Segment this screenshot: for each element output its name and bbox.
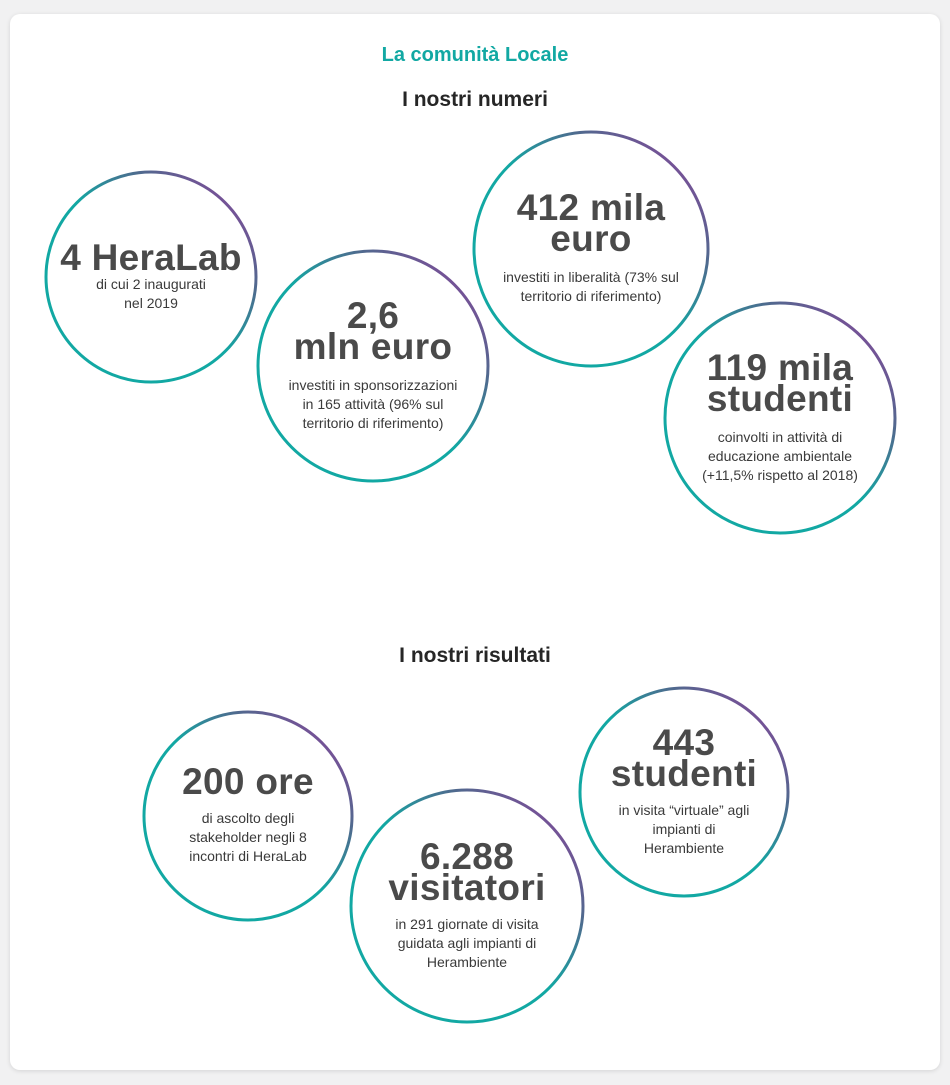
stat-students-env (665, 303, 895, 533)
stat-heralab (46, 172, 256, 382)
stat-value: 2,6 mln euro (293, 294, 453, 367)
result-listening-hours (144, 712, 352, 920)
stat-description: di cui 2 inaugurati nel 2019 (96, 275, 206, 311)
result-value: 443 studenti (610, 721, 758, 794)
result-value: 200 ore (182, 761, 314, 802)
stat-value: 4 HeraLab (60, 236, 242, 278)
numbers-heading: I nostri numeri (402, 88, 548, 111)
result-description: in 291 giornate di visita guidata agli impianti di Herambiente (395, 915, 539, 970)
stat-description: investiti in liberalità (73% sul territorio di riferimento) (503, 269, 679, 304)
stat-description: investiti in sponsorizzazioni in 165 attività (96% sul territorio di riferimento) (288, 376, 458, 431)
stat-value: 119 mila studenti (706, 346, 854, 419)
results-heading: I nostri risultati (399, 644, 551, 667)
result-virtual-students (580, 688, 788, 896)
stat-value: 412 mila euro (516, 187, 666, 259)
result-description: in visita “virtuale” agli impianti di Herambiente (618, 801, 750, 856)
result-value: 6.288 visitatori (388, 835, 546, 908)
result-description: di ascolto degli stakeholder negli 8 incontri di HeraLab (189, 810, 307, 864)
stat-sponsorship (258, 251, 488, 481)
stat-description: coinvolti in attività di educazione ambientale (+11,5% rispetto al 2018) (702, 428, 858, 483)
result-visitors (351, 790, 583, 1022)
section-title: La comunità Locale (381, 44, 569, 66)
